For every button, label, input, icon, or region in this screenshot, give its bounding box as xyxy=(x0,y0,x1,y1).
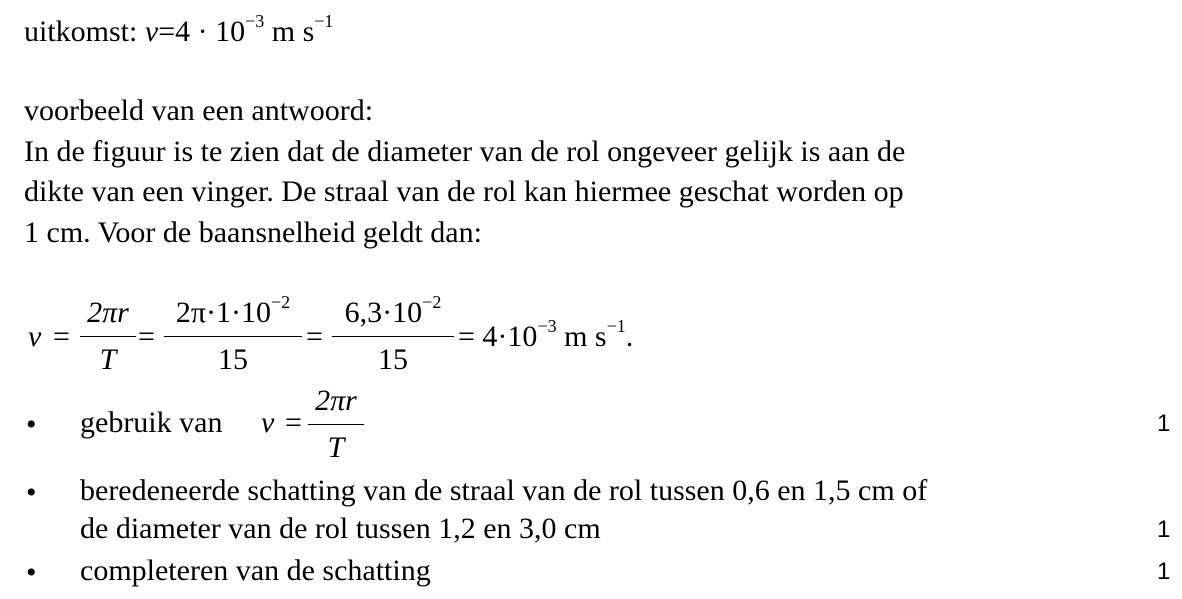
formula-equals-2: = xyxy=(138,320,155,353)
criterion-fraction xyxy=(308,384,364,464)
bullet: • xyxy=(26,476,37,509)
criterion-text-line-1: beredeneerde schatting van de straal van de rol tussen 0,6 en 1,5 cm of xyxy=(80,474,928,507)
result-variable: v xyxy=(144,15,159,48)
fraction-denominator: 15 xyxy=(378,343,408,376)
result-line xyxy=(24,11,334,48)
fraction-denominator: T xyxy=(327,431,345,464)
bullet: • xyxy=(26,408,37,441)
bullet: • xyxy=(26,556,37,589)
result-coefficient: 4 · 10 xyxy=(175,15,246,48)
fraction-numerator: 2πr xyxy=(87,296,129,329)
criterion-points: 1 xyxy=(1157,410,1171,437)
criterion-text: completeren van de schatting xyxy=(80,554,431,587)
fraction-bar xyxy=(80,336,136,337)
fraction-denominator: T xyxy=(99,343,117,376)
fraction-numerator: $2\pi\cdot 1\cdot 10^{-2}$ xyxy=(175,292,291,329)
result-unit: m s xyxy=(271,15,315,48)
fraction-2pir-over-T xyxy=(80,296,136,376)
fraction-numeric-1 xyxy=(164,292,302,376)
result-exponent: −3 xyxy=(245,11,265,31)
criterion-points: 1 xyxy=(1157,558,1171,585)
criterion-text: gebruik van xyxy=(80,406,223,439)
formula-equals-3: = xyxy=(306,320,323,353)
formula-equals-1: = xyxy=(53,320,70,353)
paragraph-line-2: dikte van een vinger. De straal van de rol kan hiermee geschat worden op xyxy=(24,175,904,208)
formula-v: v xyxy=(28,320,42,353)
criterion-formula-equals: = xyxy=(285,406,302,439)
result-label: uitkomst: xyxy=(24,15,138,48)
example-heading: voorbeeld van een antwoord: xyxy=(24,94,374,127)
paragraph-line-1: In de figuur is te zien dat de diameter van de rol ongeveer gelijk is aan de xyxy=(24,135,906,168)
paragraph-line-3: 1 cm. Voor de baansnelheid geldt dan: xyxy=(24,216,482,249)
formula-result: = $4\cdot 10^{-3}$ m $s^{-1}$. xyxy=(458,316,634,353)
fraction-numerator: 2πr xyxy=(315,384,357,417)
result-equals: = xyxy=(158,15,176,48)
fraction-bar xyxy=(308,424,364,425)
fraction-bar xyxy=(332,336,454,337)
criterion-text-line-2: de diameter van de rol tussen 1,2 en 3,0 cm xyxy=(80,512,601,545)
fraction-bar xyxy=(164,336,302,337)
criterion-formula-v: v xyxy=(261,406,275,439)
result-unit-exponent: −1 xyxy=(314,11,334,31)
fraction-denominator: 15 xyxy=(218,343,248,376)
fraction-numerator: $6,3\cdot 10^{-2}$ xyxy=(344,292,442,329)
fraction-numeric-2 xyxy=(332,292,454,376)
criterion-points: 1 xyxy=(1157,516,1171,543)
